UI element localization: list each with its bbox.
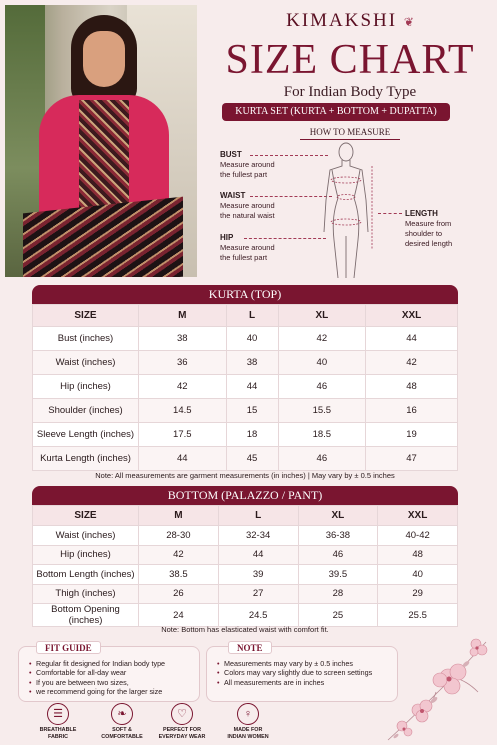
column-header: L — [226, 305, 278, 327]
model-photo — [5, 5, 197, 277]
page-title: SIZE CHART — [225, 37, 475, 83]
table-row: Sleeve Length (inches) 17.5 18 18.5 19 — [33, 423, 458, 447]
column-header: SIZE — [33, 305, 139, 327]
flower-decoration-icon — [378, 622, 496, 744]
table-row: Bottom Opening (inches) 24 24.5 25 25.5 — [33, 604, 458, 627]
note-box — [206, 646, 398, 702]
badge-indian-women: ♀ MADE FOR INDIAN WOMEN — [216, 703, 280, 740]
waist-instruction: WAIST Measure around the natural waist — [220, 191, 275, 220]
column-header: XXL — [378, 506, 458, 526]
column-header: M — [139, 506, 219, 526]
table-row: Kurta Length (inches) 44 45 46 47 — [33, 447, 458, 471]
table-row: Bottom Length (inches) 38.5 39 39.5 40 — [33, 565, 458, 585]
note-title: NOTE — [228, 641, 272, 654]
brand-logo: KIMAKSHI ❦ — [286, 10, 416, 31]
length-line — [378, 213, 402, 214]
column-header: L — [218, 506, 298, 526]
list-item: • Regular fit designed for Indian body type — [29, 659, 193, 668]
list-item: • we recommend going for the larger size — [29, 687, 193, 696]
column-header: XL — [278, 305, 366, 327]
shirt-icon: ☰ — [47, 703, 69, 725]
badge-breathable: ☰ BREATHABLE FABRIC — [26, 703, 90, 740]
bottom-table-title: BOTTOM (PALAZZO / PANT) — [32, 486, 458, 505]
column-header: XL — [298, 506, 378, 526]
list-item: • All measurements are in inches — [217, 678, 391, 687]
kurta-table-title: KURTA (TOP) — [32, 285, 458, 304]
hip-instruction: HIP Measure around the fullest part — [220, 233, 275, 262]
page-subtitle: For Indian Body Type — [283, 84, 417, 100]
leaf-icon: ❧ — [111, 703, 133, 725]
badge-everyday: ♡ PERFECT FOR EVERYDAY WEAR — [150, 703, 214, 740]
column-header: M — [139, 305, 227, 327]
table-row: Hip (inches) 42 44 46 48 — [33, 375, 458, 399]
product-pill: KURTA SET (KURTA + BOTTOM + DUPATTA) — [222, 103, 450, 121]
column-header: SIZE — [33, 506, 139, 526]
list-item: • Measurements may vary by ± 0.5 inches — [217, 659, 391, 668]
table-row: Bust (inches) 38 40 42 44 — [33, 327, 458, 351]
kurta-size-table — [32, 304, 458, 471]
bottom-size-table — [32, 505, 458, 627]
table-row: Waist (inches) 36 38 40 42 — [33, 351, 458, 375]
fit-guide-box — [18, 646, 200, 702]
heart-icon: ♡ — [171, 703, 193, 725]
badge-soft: ❧ SOFT & COMFORTABLE — [90, 703, 154, 740]
list-item: • Colors may vary slightly due to screen settings — [217, 668, 391, 677]
flourish-icon: ❦ — [403, 15, 416, 29]
length-instruction: LENGTH Measure from shoulder to desired length — [405, 209, 453, 248]
woman-icon: ♀ — [237, 703, 259, 725]
list-item: • Comfortable for all-day wear — [29, 668, 193, 677]
body-figure-icon — [312, 140, 380, 280]
table-row: Shoulder (inches) 14.5 15 15.5 16 — [33, 399, 458, 423]
table-row: Thigh (inches) 26 27 28 29 — [33, 584, 458, 604]
how-to-measure-heading: HOW TO MEASURE — [309, 127, 391, 137]
column-header: XXL — [366, 305, 458, 327]
fit-guide-title: FIT GUIDE — [36, 641, 101, 654]
table-row: Hip (inches) 42 44 46 48 — [33, 545, 458, 565]
kurta-note: Note: All measurements are garment measurements (in inches) | May vary by ± 0.5 inches — [95, 471, 395, 480]
bust-instruction: BUST Measure around the fullest part — [220, 150, 275, 179]
list-item: • If you are between two sizes, — [29, 678, 193, 687]
bottom-note: Note: Bottom has elasticated waist with comfort fit. — [161, 625, 329, 634]
table-row: Waist (inches) 28-30 32-34 36-38 40-42 — [33, 526, 458, 546]
